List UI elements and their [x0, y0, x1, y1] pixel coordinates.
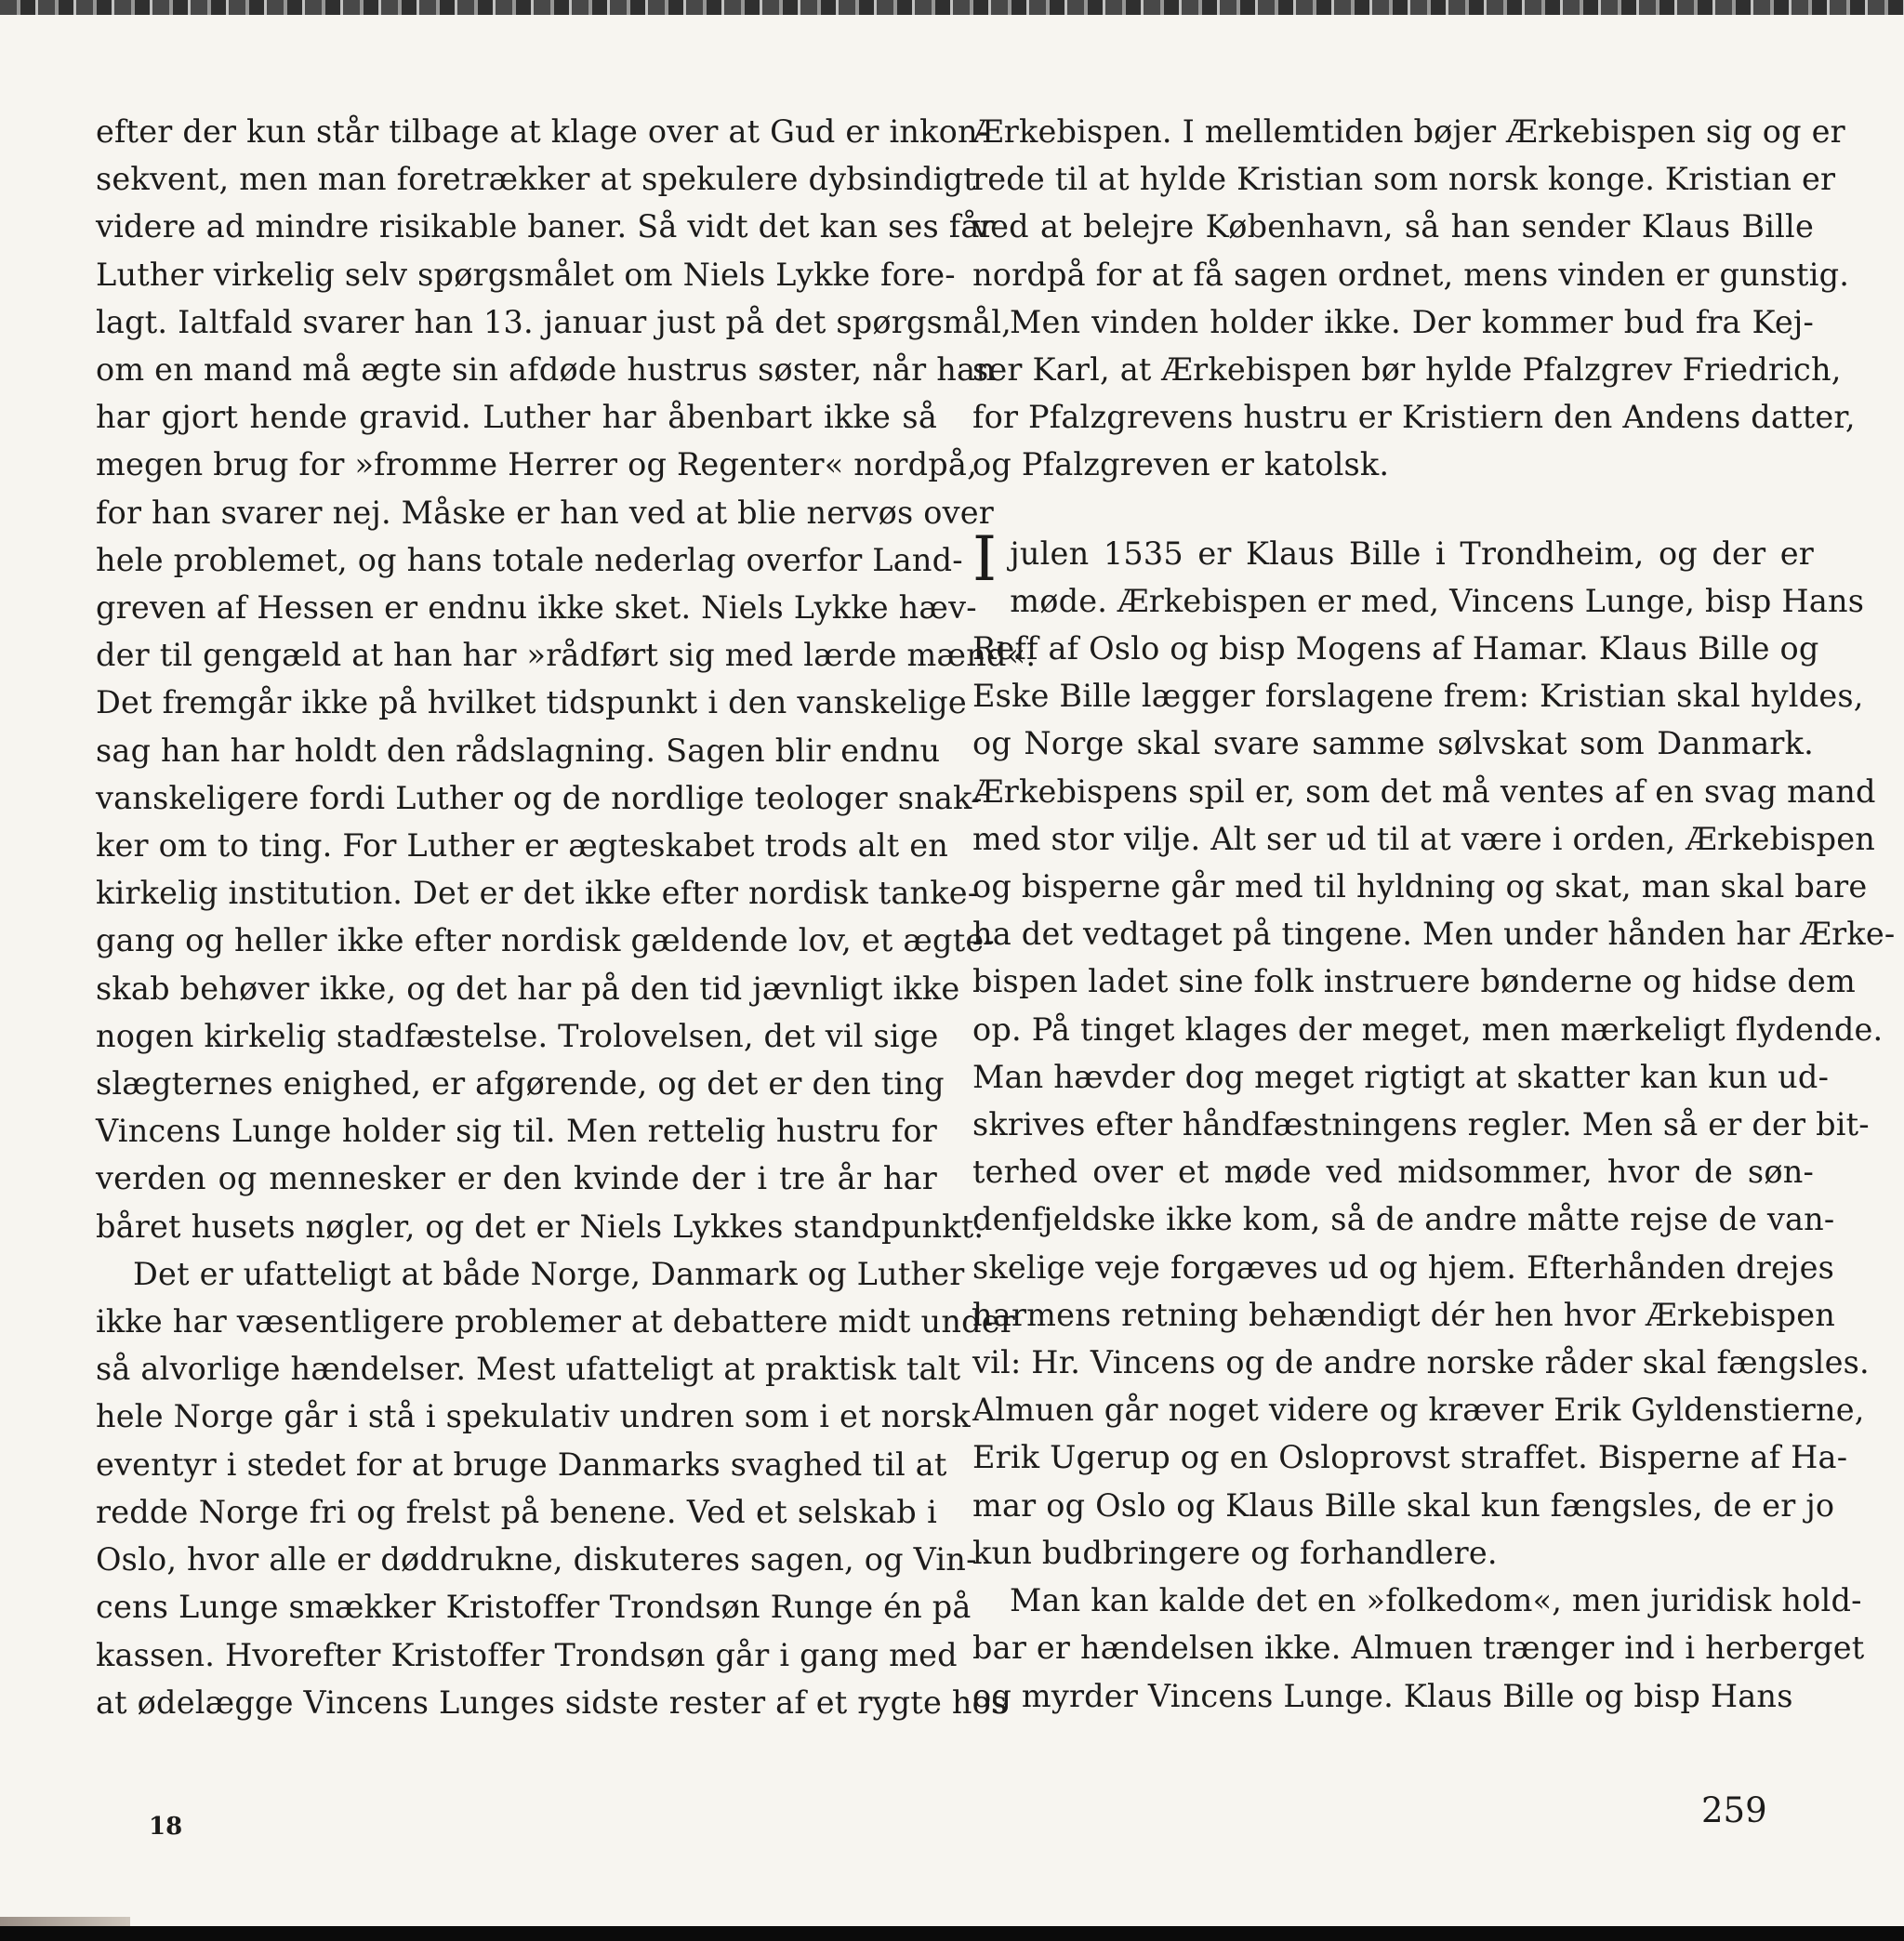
text-line: Erik Ugerup og en Osloprovst straffet. Bisperne af Ha-: [972, 1439, 1848, 1476]
left-paragraph-1: [96, 108, 1037, 1250]
right-paragraph-2: [972, 298, 1856, 489]
text-line: ker om to ting. For Luther er ægteskabet trods alt en: [96, 827, 949, 865]
text-line: har gjort hende gravid. Luther har åbenbart ikke så: [96, 399, 937, 436]
text-line: cens Lunge smækker Kristoffer Trondsøn Runge én på: [96, 1589, 972, 1626]
text-line: bispen ladet sine folk instruere bønderne og hidse dem: [972, 963, 1856, 1000]
text-line: Oslo, hvor alle er døddrukne, diskuteres sagen, og Vin-: [96, 1541, 977, 1578]
text-line: Man hævder dog meget rigtigt at skatter kan kun ud-: [972, 1058, 1830, 1095]
text-line: verden og mennesker er den kvinde der i tre år har: [96, 1160, 937, 1197]
text-line: ikke har væsentligere problemer at debattere midt under: [96, 1303, 1015, 1340]
text-line: Men vinden holder ikke. Der kommer bud fra Kej-: [1010, 303, 1814, 340]
left-paragraph-2: [96, 1250, 1015, 1726]
text-line: Almuen går noget videre og kræver Erik Gyldenstierne,: [972, 1392, 1865, 1429]
right-paragraph-4: [972, 1577, 1865, 1720]
text-line: redde Norge fri og frelst på benene. Ved et selskab i: [96, 1493, 937, 1530]
text-line: ved at belejre København, så han sender Klaus Bille: [972, 208, 1814, 245]
scan-bottom-edge: [0, 1926, 1904, 1941]
text-line: kassen. Hvorefter Kristoffer Trondsøn går i gang med: [96, 1636, 958, 1673]
text-line: bar er hændelsen ikke. Almuen trænger ind i herberget: [972, 1630, 1865, 1667]
text-line: Det er ufatteligt at både Norge, Danmark og Luther: [133, 1255, 965, 1292]
text-line: sag han har holdt den rådslagning. Sagen blir endnu: [96, 732, 941, 769]
text-line: Vincens Lunge holder sig til. Men rettelig hustru for: [96, 1113, 937, 1150]
text-line: ser Karl, at Ærkebispen bør hylde Pfalzgrev Friedrich,: [972, 351, 1842, 389]
text-line: Eske Bille lægger forslagene frem: Kristian skal hyldes,: [972, 678, 1864, 715]
text-line: møde. Ærkebispen er med, Vincens Lunge, bisp Hans: [1010, 582, 1865, 619]
text-line: skelige veje forgæves ud og hjem. Efterhånden drejes: [972, 1248, 1835, 1286]
text-line: Man kan kalde det en »folkedom«, men juridisk hold-: [1010, 1582, 1862, 1619]
section-break: [972, 489, 1814, 530]
text-line: og myrder Vincens Lunge. Klaus Bille og bisp Hans: [972, 1677, 1793, 1714]
text-line: og bisperne går med til hyldning og skat, man skal bare: [972, 868, 1868, 905]
left-page-column: [96, 108, 1037, 1726]
drop-cap-initial: I: [972, 522, 998, 595]
text-line: at ødelægge Vincens Lunges sidste rester af et rygte hos: [96, 1684, 1008, 1721]
right-page-column: [972, 108, 1896, 1720]
text-line: op. På tinget klages der meget, men mærkeligt flydende.: [972, 1010, 1884, 1048]
text-line: harmens retning behændigt dér hen hvor Ærkebispen: [972, 1296, 1836, 1333]
page-number-left: 18: [149, 1813, 183, 1841]
text-line: skrives efter håndfæstningens regler. Men så er der bit-: [972, 1106, 1870, 1143]
text-line: og Pfalzgreven er katolsk.: [972, 446, 1390, 483]
text-line: med stor vilje. Alt ser ud til at være i orden, Ærkebispen: [972, 820, 1876, 857]
text-line: nordpå for at få sagen ordnet, mens vinden er gunstig.: [972, 256, 1850, 293]
text-line: gang og heller ikke efter nordisk gældende lov, et ægte-: [96, 922, 995, 959]
right-paragraph-3: [972, 522, 1896, 1577]
text-line: ha det vedtaget på tingene. Men under hånden har Ærke-: [972, 916, 1896, 953]
text-line: videre ad mindre risikable baner. Så vidt det kan ses får: [96, 208, 995, 245]
text-line: megen brug for »fromme Herrer og Regenter« nordpå,: [96, 446, 977, 483]
text-line: og Norge skal svare samme sølvskat som Danmark.: [972, 725, 1814, 762]
text-line: så alvorlige hændelser. Mest ufatteligt at praktisk talt: [96, 1351, 961, 1388]
text-line: efter der kun står tilbage at klage over at Gud er inkon-: [96, 113, 989, 150]
text-line: slægternes enighed, er afgørende, og det er den ting: [96, 1065, 945, 1103]
text-line: Ærkebispen. I mellemtiden bøjer Ærkebispen sig og er: [972, 113, 1845, 150]
text-line: vil: Hr. Vincens og de andre norske råder skal fængsles.: [972, 1344, 1870, 1381]
text-line: der til gengæld at han har »rådført sig med lærde mænd«.: [96, 637, 1037, 674]
text-line: Luther virkelig selv spørgsmålet om Niels Lykke fore-: [96, 256, 956, 293]
text-line: julen 1535 er Klaus Bille i Trondheim, og der er: [1010, 535, 1814, 572]
text-line: denfjeldske ikke kom, så de andre måtte rejse de van-: [972, 1201, 1835, 1238]
text-line: lagt. Ialtfald svarer han 13. januar just på det spørgsmål,: [96, 303, 1012, 340]
text-line: kirkelig institution. Det er det ikke efter nordisk tanke-: [96, 875, 979, 912]
text-line: Ærkebispens spil er, som det må ventes af en svag mand: [972, 772, 1876, 810]
page-number-right: 259: [1701, 1790, 1767, 1830]
scan-top-edge: [0, 0, 1904, 20]
text-line: kun budbringere og forhandlere.: [972, 1534, 1498, 1571]
text-line: Reff af Oslo og bisp Mogens af Hamar. Klaus Bille og: [972, 630, 1819, 667]
text-line: for han svarer nej. Måske er han ved at blie nervøs over: [96, 494, 994, 531]
text-line: vanskeligere fordi Luther og de nordlige teologer snak-: [96, 779, 983, 816]
text-line: greven af Hessen er endnu ikke sket. Niels Lykke hæv-: [96, 589, 977, 627]
text-line: mar og Oslo og Klaus Bille skal kun fængsles, de er jo: [972, 1486, 1835, 1524]
text-line: nogen kirkelig stadfæstelse. Trolovelsen, det vil sige: [96, 1017, 939, 1054]
text-line: terhed over et møde ved midsommer, hvor de søn-: [972, 1154, 1814, 1191]
text-line: om en mand må ægte sin afdøde hustrus søster, når han: [96, 351, 996, 389]
right-paragraph-1: [972, 108, 1850, 298]
text-line: eventyr i stedet for at bruge Danmarks svaghed til at: [96, 1446, 947, 1483]
text-line: for Pfalzgrevens hustru er Kristiern den Andens datter,: [972, 399, 1856, 436]
text-line: hele Norge går i stå i spekulativ undren som i et norsk: [96, 1398, 971, 1435]
text-line: hele problemet, og hans totale nederlag overfor Land-: [96, 541, 963, 578]
text-line: rede til at hylde Kristian som norsk konge. Kristian er: [972, 161, 1836, 198]
text-line: sekvent, men man foretrækker at spekulere dybsindigt: [96, 161, 976, 198]
text-line: skab behøver ikke, og det har på den tid jævnligt ikke: [96, 970, 960, 1007]
text-line: Det fremgår ikke på hvilket tidspunkt i den vanskelige: [96, 684, 967, 721]
text-line: båret husets nøgler, og det er Niels Lykkes standpunkt.: [96, 1208, 985, 1245]
